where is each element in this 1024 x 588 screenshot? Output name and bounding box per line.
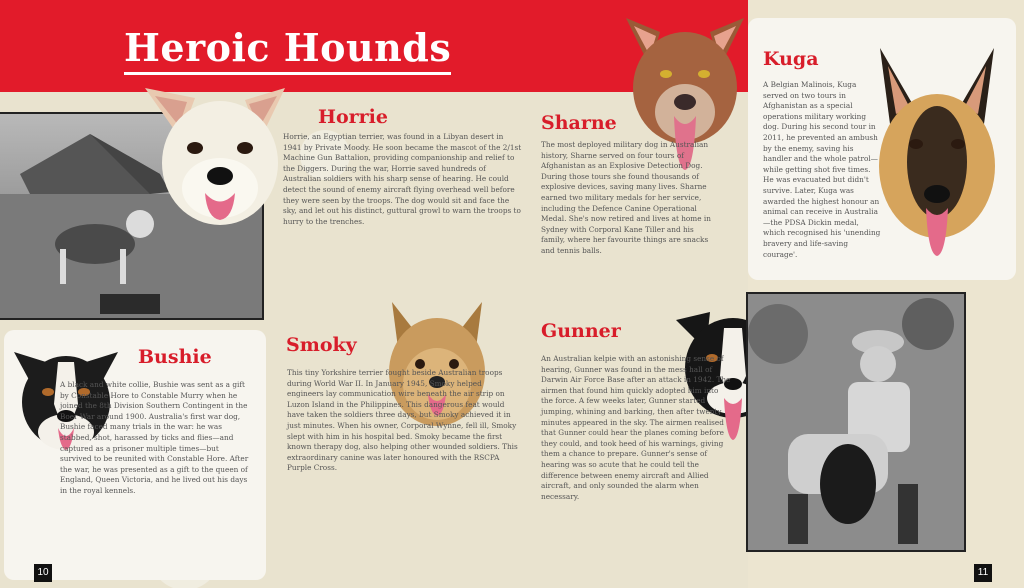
horrie-dog-illustration bbox=[135, 78, 305, 238]
gunner-text: An Australian kelpie with an astonishing sense of hearing, Gunner was found in the mess hall of Darwin Air Force Base after an attack in 1942. The airmen that found him quickly adopted him into the force. A few weeks later, Gunner started jumping, whining and barking, then after twenty minutes appeared in the sky. The airmen realised that Gunner could hear the planes coming before they could, and took heed of his warnings, giving them a chance to prepare. Gunner's sense of hearing was so acute that he could tell the difference between enemy aircraft and Allied aircraft, and only sounded the alarm when necessary. bbox=[541, 354, 731, 501]
horrie-heading: Horrie bbox=[318, 106, 388, 128]
soldier-with-dog-illustration bbox=[748, 294, 964, 550]
page-number-right: 11 bbox=[974, 564, 992, 582]
gunner-heading: Gunner bbox=[541, 320, 621, 342]
gunner-photo bbox=[746, 292, 966, 552]
smoky-text: This tiny Yorkshire terrier fought beside Australian troops during World War II. In January 1945, Smoky helped engineers lay communication wire beneath the air strip on Luzon Island in the Philippines. This dangerous feat would have taken the soldiers three days, but Smoky achieved it in just minutes. When his owner, Corporal Wynne, fell ill, Smoky slept with him in his hospital bed. Smoky became the first known therapy dog, also helping other wounded soldiers. This extraordinary canine was later honoured with the RSCPA Purple Cross. bbox=[287, 368, 518, 473]
kuga-dog-illustration bbox=[872, 44, 1002, 258]
sharne-heading: Sharne bbox=[541, 112, 617, 134]
bushie-heading: Bushie bbox=[138, 346, 212, 368]
horrie-text: Horrie, an Egyptian terrier, was found in a Libyan desert in 1941 by Private Moody. He soon became the mascot of the 2/1st Machine Gun Battalion, providing companionship and relief to the Diggers. During the war, Horrie saved hundreds of Australian soldiers with his sharp sense of hearing. He could detect the sound of enemy aircraft flying overhead well before they were seen by the troops. The dog would sit and face the sky, and let out his distinct, guttural growl to warn the troops to hurry to the trenches. bbox=[283, 132, 522, 226]
bushie-text: A black and white collie, Bushie was sent as a gift by Constable Hore to Constable Murry when he joined the 8th Division Southern Contingent in the Boer War around 1900. Australia's first war dog, Bushie faced many trials in the war: he was stabbed, shot, harassed by ticks and flies—and captured as a prisoner multiple times—but survived to be reunited with Constable Hore. After the war, he was presented as a gift to the queen of England, Queen Victoria, and he lived out his days in the royal kennels. bbox=[60, 380, 249, 495]
page-title: Heroic Hounds bbox=[124, 26, 451, 75]
smoky-heading: Smoky bbox=[286, 334, 357, 356]
page-number-left: 10 bbox=[34, 564, 52, 582]
sharne-text: The most deployed military dog in Australian history, Sharne served on four tours of Afghanistan as an Explosive Detection Dog. During those tours she found thousands of explosive devices, saving many lives. Sharne earned two military medals for her service, including the Defence Canine Operational Medal. She's now retired and lives at home in Sydney with Corporal Kane Tiller and his family, where her favourite things are snacks and tennis balls. bbox=[541, 140, 711, 255]
kuga-text: A Belgian Malinois, Kuga served on two tours in Afghanistan as a special operations military working dog. During his second tour in 2011, he prevented an ambush by the enemy, saving his handler and the whole patrol—while getting shot five times. He was evacuated but didn't survive. Later, Kuga was awarded the highest honour an animal can receive in Australia—the PDSA Dickin medal, which recognised his 'unending bravery and life-saving courage'. bbox=[763, 80, 881, 259]
kuga-heading: Kuga bbox=[763, 48, 819, 70]
